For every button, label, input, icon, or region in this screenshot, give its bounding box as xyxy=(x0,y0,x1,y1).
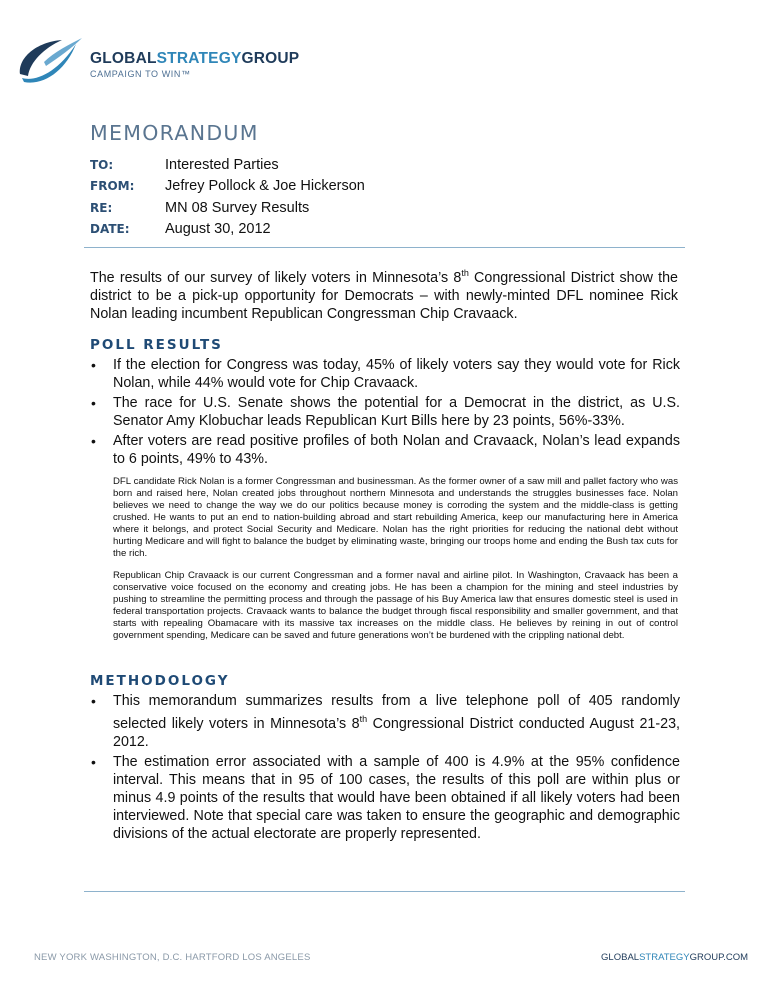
poll-results-heading: POLL RESULTS xyxy=(90,337,223,353)
company-logo xyxy=(14,32,314,92)
office-locations: NEW YORK WASHINGTON, D.C. HARTFORD LOS ANGELES xyxy=(34,952,311,963)
list-item: • This memorandum summarizes results from a live telephone poll of 405 randomly selected likely voters in Minnesota’s 8th Congressional District conducted August 21-23, 2012. xyxy=(90,692,680,751)
globe-swoosh-icon xyxy=(14,32,84,92)
re-value: MN 08 Survey Results xyxy=(165,200,310,216)
footer-divider xyxy=(84,891,685,892)
methodology-list xyxy=(90,692,680,845)
website-link[interactable]: GLOBALSTRATEGYGROUP.COM xyxy=(601,952,748,963)
list-item: • If the election for Congress was today, 45% of likely voters say they would vote for Rick Nolan, while 44% would vote for Chip Cravaack. xyxy=(90,356,680,392)
memo-title: MEMORANDUM xyxy=(90,121,259,145)
methodology-heading: METHODOLOGY xyxy=(90,673,230,689)
intro-paragraph: The results of our survey of likely voters in Minnesota’s 8th Congressional District show the district to be a pick-up opportunity for Democrats – with newly-minted DFL nominee Rick Nolan leading incumbent Republican Congressman Chip Cravaack. xyxy=(90,268,679,322)
cravaack-profile: Republican Chip Cravaack is our current Congressman and a former naval and airline pilot. In Washington, Cravaack has been a conservative voice focused on the economy and creating jobs. He has been a champion for the mining and steel industries by pushing to streamline the permitting process and through the passage of his Buy America law that ensures domestic steel is used in federal transportation projects. Cravaack wants to balance the budget through fiscal responsibility and smaller government, and that starts with repealing Obamacare with its massive tax increases on the middle class. He believes by reining in out of control government spending, Medicare can be saved and future generations won’t be burdened with the crippling national debt. xyxy=(113,570,678,641)
to-value: Interested Parties xyxy=(165,157,279,173)
from-value: Jefrey Pollock & Joe Hickerson xyxy=(165,178,365,194)
poll-results-list xyxy=(90,356,680,470)
brand-name: GLOBALSTRATEGYGROUP xyxy=(90,50,300,67)
to-label: TO: xyxy=(90,158,114,172)
nolan-profile: DFL candidate Rick Nolan is a former Congressman and businessman. As the former owner of a saw mill and pallet factory who was born and raised here, Nolan created jobs throughout northern Minnesota and understands the struggles businesses face. Nolan believes we need to change the way we do our politics because money is corroding the system and the middle-class is getting crushed. He wants to put an end to nation-building abroad and start rebuilding America, keep our manufacturing here in America where it belongs, and protect Social Security and Medicare. Nolan has the right priorities for reducing the national debt without hurting Medicare and will fight to balance the budget by eliminating waste, bringing our troops home and ending the Bush tax cuts for the rich. xyxy=(113,476,678,559)
list-item: • After voters are read positive profiles of both Nolan and Cravaack, Nolan’s lead expands to 6 points, 49% to 43%. xyxy=(90,432,680,468)
re-label: RE: xyxy=(90,201,113,215)
header-divider xyxy=(84,247,685,248)
from-label: FROM: xyxy=(90,179,135,193)
date-value: August 30, 2012 xyxy=(165,221,271,237)
list-item: • The race for U.S. Senate shows the potential for a Democrat in the district, as U.S. Senator Amy Klobuchar leads Republican Kurt Bills here by 23 points, 56%-33%. xyxy=(90,394,680,430)
brand-tagline: CAMPAIGN TO WIN™ xyxy=(90,69,191,79)
date-label: DATE: xyxy=(90,222,130,236)
list-item: • The estimation error associated with a sample of 400 is 4.9% at the 95% confidence interval. This means that in 95 of 100 cases, the results of this poll are within plus or minus 4.9 points of the results that would have been obtained if all likely voters had been interviewed. Note that special care was taken to ensure the geographic and demographic divisions of the actual electorate are properly represented. xyxy=(90,753,680,843)
